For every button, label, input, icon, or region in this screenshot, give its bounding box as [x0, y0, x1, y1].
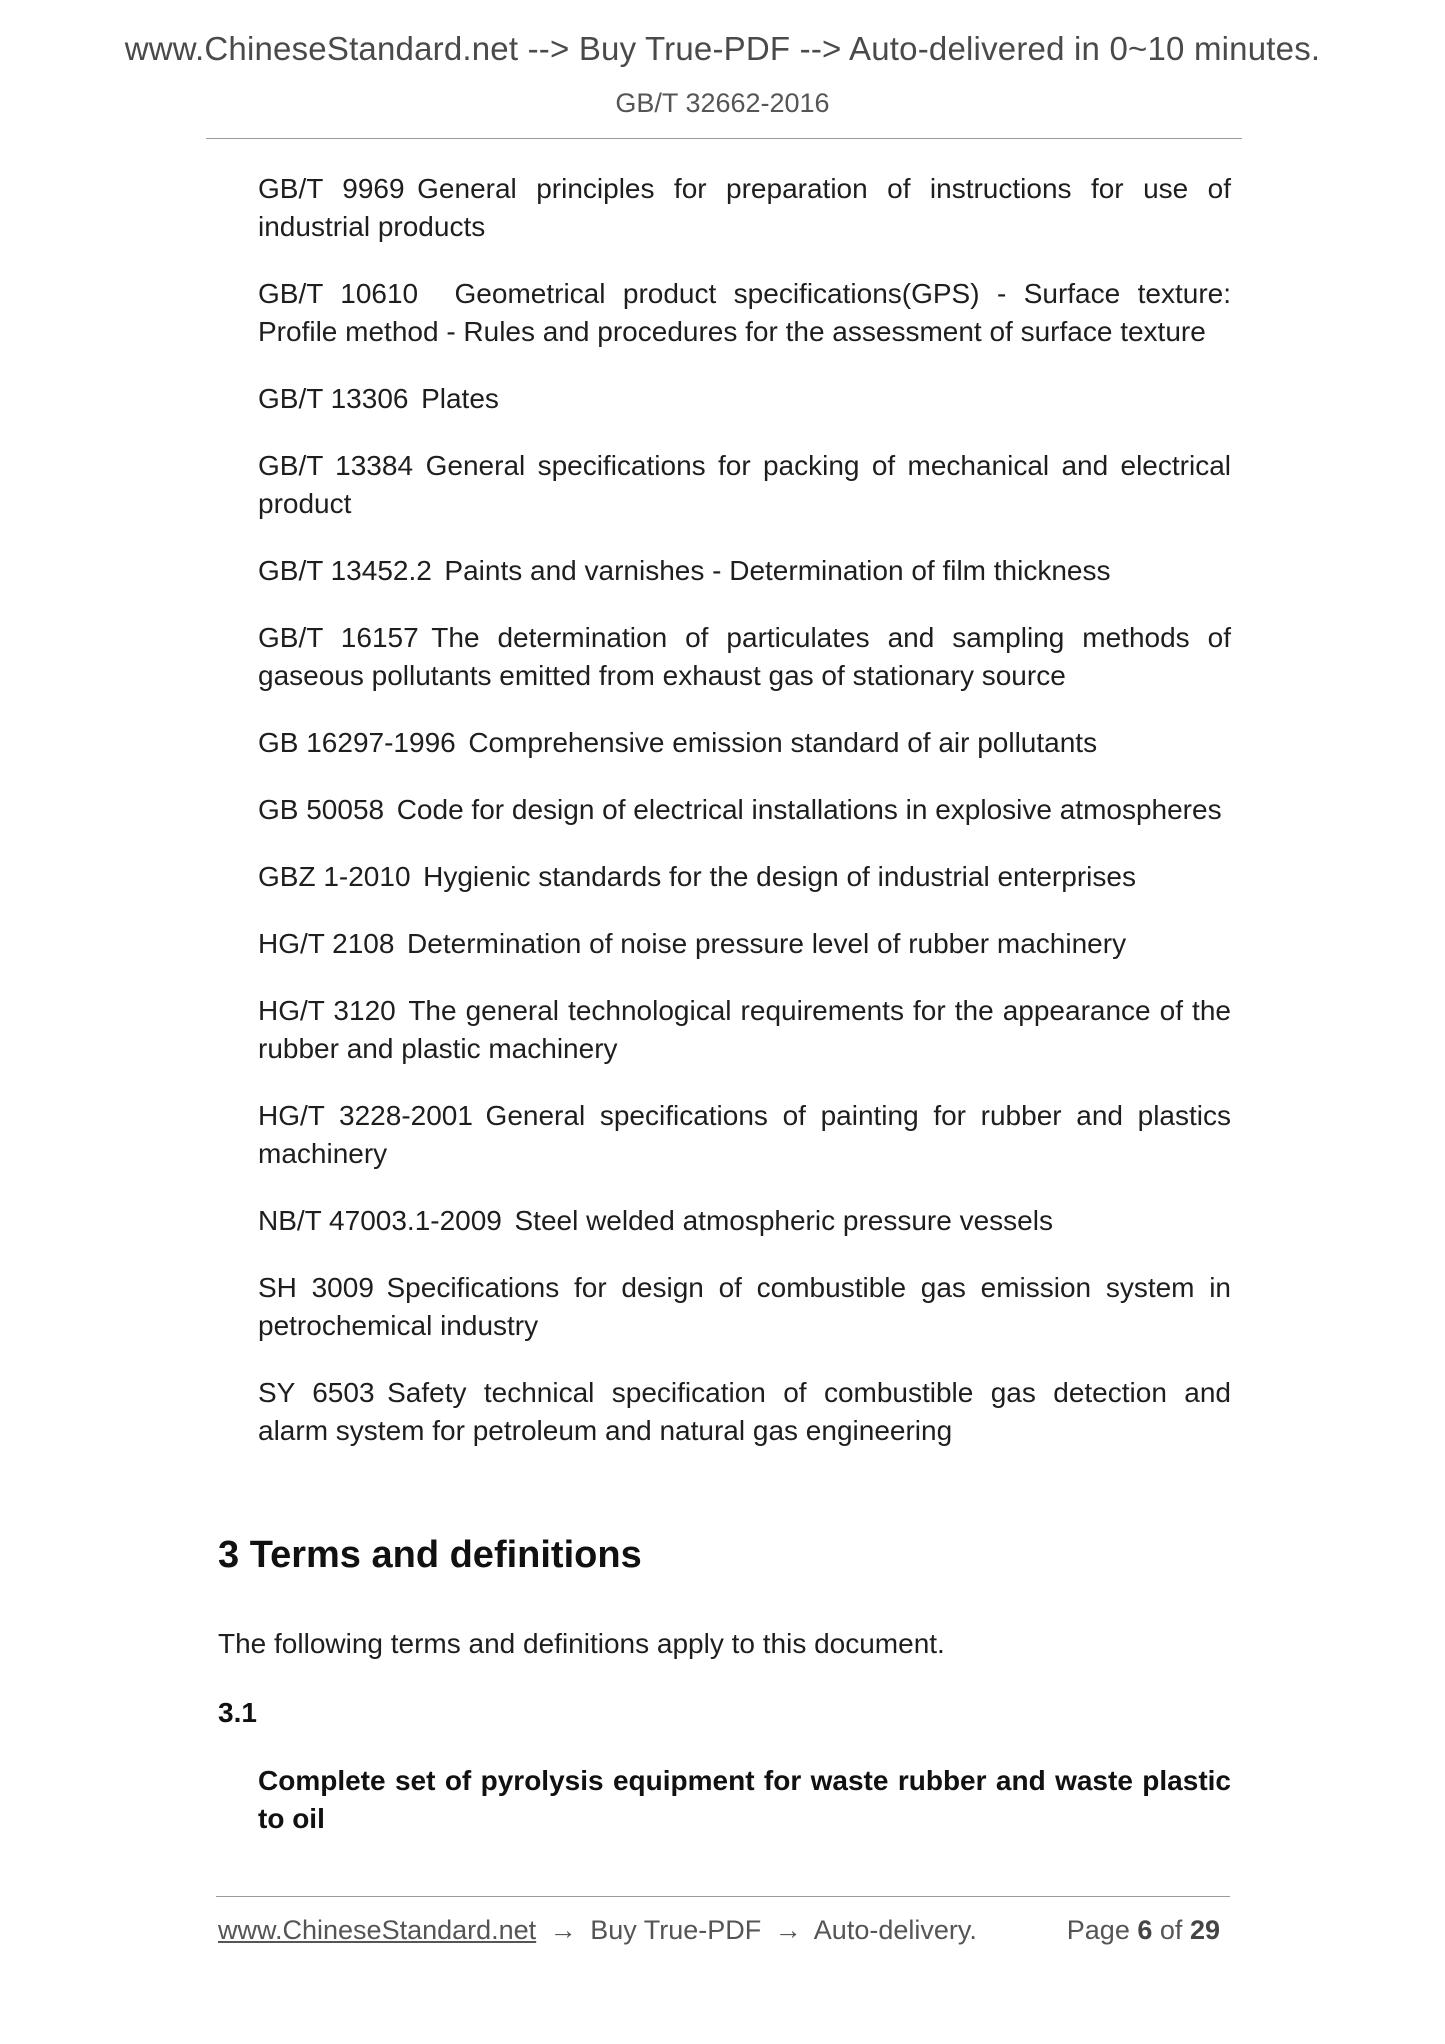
reference-title: General principles for preparation of instructions for use of industrial products	[258, 173, 1231, 242]
reference-item	[258, 1202, 1231, 1240]
current-page-number: 6	[1137, 1915, 1153, 1945]
reference-item	[258, 380, 1231, 418]
reference-code: SY 6503	[258, 1377, 375, 1408]
reference-code: GB/T 9969	[258, 173, 405, 204]
reference-code: GB/T 16157	[258, 622, 419, 653]
reference-title: Safety technical specification of combustible gas detection and alarm system for petroleum and natural gas engineering	[258, 1377, 1231, 1446]
reference-item	[258, 791, 1231, 829]
reference-code: GB/T 13384	[258, 450, 414, 481]
reference-code: NB/T 47003.1-2009	[258, 1205, 502, 1236]
reference-item	[258, 170, 1231, 246]
reference-title: General specifications for packing of mechanical and electrical product	[258, 450, 1231, 519]
reference-item	[258, 1374, 1231, 1450]
reference-title: Code for design of electrical installations in explosive atmospheres	[396, 794, 1222, 825]
section-heading: 3 Terms and definitions	[218, 1534, 642, 1576]
footer-site-link[interactable]: www.ChineseStandard.net	[218, 1915, 537, 1945]
reference-title: Plates	[421, 383, 499, 414]
reference-title: Comprehensive emission standard of air pollutants	[468, 727, 1098, 758]
reference-code: SH 3009	[258, 1272, 374, 1303]
reference-title: General specifications of painting for rubber and plastics machinery	[258, 1100, 1232, 1169]
reference-title: Determination of noise pressure level of rubber machinery	[407, 928, 1127, 959]
reference-title: Geometrical product specifications(GPS) - Surface texture: Profile method - Rules and procedures for the assessment of surface texture	[258, 278, 1231, 347]
reference-title: Steel welded atmospheric pressure vessels	[514, 1205, 1053, 1236]
arrow-right-icon: →	[549, 1915, 577, 1945]
reference-item	[258, 992, 1231, 1068]
reference-item	[258, 724, 1231, 762]
reference-title: Paints and varnishes - Determination of film thickness	[444, 555, 1111, 586]
reference-item	[258, 552, 1231, 590]
reference-code: GB/T 10610	[258, 278, 419, 309]
total-pages-number: 29	[1189, 1915, 1220, 1945]
page-indicator	[1067, 1915, 1220, 1946]
page-label: Page	[1066, 1915, 1130, 1945]
reference-title: The determination of particulates and sampling methods of gaseous pollutants emitted from exhaust gas of stationary source	[258, 622, 1231, 691]
page-footer	[218, 1915, 1220, 1946]
page-of-label: of	[1159, 1915, 1183, 1945]
reference-code: HG/T 3120	[258, 995, 396, 1026]
clause-number: 3.1	[218, 1697, 257, 1728]
reference-item	[258, 447, 1231, 523]
reference-code: HG/T 3228-2001	[258, 1100, 473, 1131]
footer-buy-text: Buy True-PDF	[590, 1915, 762, 1945]
reference-code: GB 16297-1996	[258, 727, 456, 758]
reference-item	[258, 275, 1231, 351]
reference-item	[258, 1269, 1231, 1345]
reference-item	[258, 925, 1231, 963]
reference-item	[258, 858, 1231, 896]
term-title: Complete set of pyrolysis equipment for waste rubber and waste plastic to oil	[258, 1765, 1231, 1834]
reference-title: The general technological requirements for the appearance of the rubber and plastic machinery	[258, 995, 1231, 1064]
footer-divider	[216, 1896, 1230, 1897]
header-divider	[206, 138, 1242, 139]
arrow-right-icon: →	[774, 1915, 802, 1945]
reference-code: GBZ 1-2010	[258, 861, 411, 892]
reference-code: GB 50058	[258, 794, 385, 825]
section-intro: The following terms and definitions apply to this document.	[218, 1628, 945, 1659]
reference-title: Specifications for design of combustible gas emission system in petrochemical industry	[258, 1272, 1232, 1341]
reference-code: GB/T 13306	[258, 383, 409, 414]
reference-item	[258, 1097, 1231, 1173]
reference-item	[258, 619, 1231, 695]
footer-delivery-text: Auto-delivery.	[813, 1915, 977, 1945]
reference-code: HG/T 2108	[258, 928, 395, 959]
top-banner: www.ChineseStandard.net --> Buy True-PDF --> Auto-delivered in 0~10 minutes.	[124, 30, 1321, 67]
reference-title: Hygienic standards for the design of industrial enterprises	[423, 861, 1136, 892]
normative-references-list	[258, 170, 1231, 1479]
document-code: GB/T 32662-2016	[615, 88, 830, 118]
reference-code: GB/T 13452.2	[258, 555, 432, 586]
